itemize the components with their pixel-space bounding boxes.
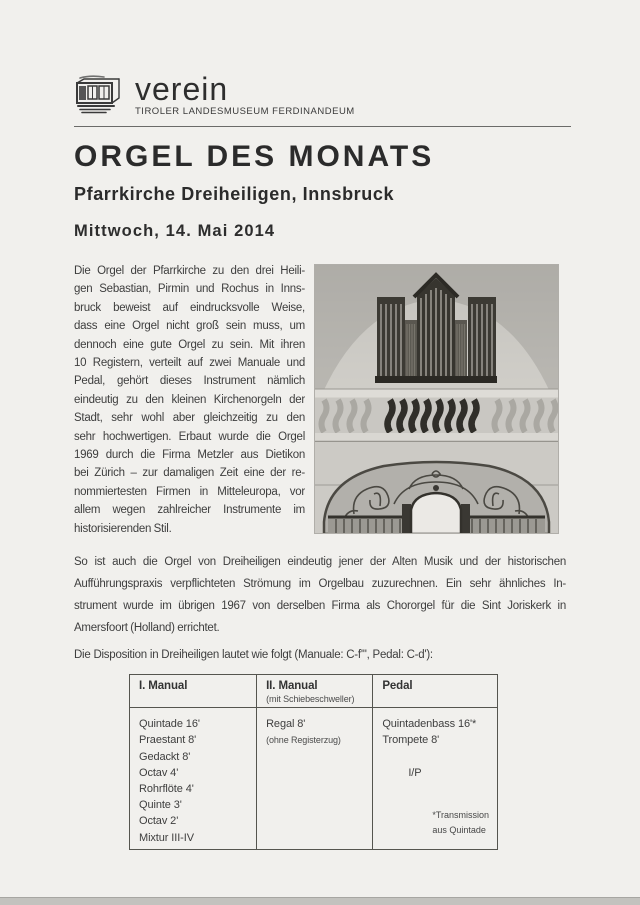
register-item: Gedackt 8': [139, 750, 191, 763]
register-item: Quintade 16': [139, 718, 200, 731]
paragraph-line: nommiertesten Firmen in Mitteleuropa, vor: [74, 485, 305, 498]
logo-block: [74, 71, 574, 117]
disposition-intro: Die Disposition in Dreiheiligen lautet wie folgt (Manuale: C-f''', Pedal: C-d'):: [74, 649, 433, 662]
paragraph-line: So ist auch die Orgel von Dreiheiligen eindeutig jener der Alten Musik und der historischen: [74, 556, 566, 569]
header-divider: [74, 126, 571, 127]
column-header-title: Pedal: [382, 680, 413, 693]
paragraph-line: historisierenden Stil.: [74, 522, 172, 535]
logo-subtitle: TIROLER LANDESMUSEUM FERDINANDEUM: [135, 106, 355, 117]
table-column-manual1: [130, 675, 256, 849]
register-item: I/P: [408, 766, 422, 779]
register-item: Mixtur III-IV: [139, 831, 194, 844]
paragraph-line: strument wurde im übrigen 1967 von derselben Firma als Chororgel für die Sint Joriskerk in: [74, 600, 566, 613]
table-footnote: [382, 808, 489, 838]
table-column-pedal: [373, 675, 497, 849]
register-item: Praestant 8': [139, 734, 197, 747]
event-date: Mittwoch, 14. Mai 2014: [74, 222, 276, 240]
column-header: [130, 675, 256, 708]
register-item: Regal 8': [266, 718, 306, 731]
register-item: (ohne Registerzug): [266, 735, 341, 746]
column-header: [373, 675, 497, 708]
paragraph-line: bei Zürich – zur damaligen Zeit eine der re-: [74, 467, 305, 480]
register-item: Rohrflöte 4': [139, 782, 194, 795]
paragraph-line: sehr hochwertigen. Erbaut wurde die Orgel: [74, 430, 305, 443]
pedal-items: [373, 708, 497, 849]
paragraph-line: Die Orgel der Pfarrkirche zu den drei Heili-: [74, 265, 305, 277]
footnote-line: *Transmission: [432, 810, 489, 821]
intro-section: [74, 262, 574, 538]
register-item: Quintadenbass 16'*: [382, 718, 477, 731]
register-item: Quinte 3': [139, 799, 182, 812]
register-item: Trompete 8': [382, 734, 440, 747]
page-subtitle: Pfarrkirche Dreiheiligen, Innsbruck: [74, 184, 395, 204]
register-item: Octav 4': [139, 766, 179, 779]
manual1-items: [130, 708, 256, 849]
paragraph-line: 10 Registern, verteilt auf zwei Manuale und: [74, 357, 305, 370]
paragraph-line: Stadt, sehr wohl aber gleichzeitig zu den: [74, 412, 305, 425]
disposition-table: [129, 674, 498, 850]
column-header-title: II. Manual: [266, 680, 318, 693]
page-title: ORGEL DES MONATS: [74, 140, 435, 173]
manual2-items: [257, 708, 372, 849]
museum-sketch-icon: [74, 74, 126, 116]
paragraph-line: allem wegen zahlreicher Instrumente im: [74, 504, 305, 517]
paragraph-line: eindeutig zu den kleinen Kirchenorgeln der: [74, 393, 305, 406]
paragraph-line: dennoch eine gute Orgel zu sein. Mit ihren: [74, 338, 305, 351]
logo-text: [135, 71, 355, 117]
masthead: [74, 71, 574, 127]
paragraph-line: gen Sebastian, Pirmin und Rochus in Inns-: [74, 283, 305, 296]
second-paragraph: [74, 551, 566, 639]
paragraph-line: dass eine Orgel nicht groß sein muss, um: [74, 320, 305, 333]
organ-gallery-photo: [314, 264, 559, 534]
paragraph-line: Aufführungspraxis verpflichteten Strömung im Orgelbau zuzurechnen. Ein sehr ähnliches In-: [74, 578, 566, 591]
paragraph-line: bruck beweist auf eindrucksvolle Weise,: [74, 301, 305, 314]
paragraph-line: Pedal, gehört dieses Instrument nämlich: [74, 375, 305, 388]
column-header: [257, 675, 372, 708]
register-item: Octav 2': [139, 815, 179, 828]
paragraph-line: Amersfoort (Holland) errichtet.: [74, 622, 220, 635]
intro-paragraph: [74, 262, 305, 538]
column-header-sub: (mit Schiebeschweller): [266, 694, 355, 705]
register-item: [382, 749, 489, 765]
column-header-title: I. Manual: [139, 680, 188, 693]
footnote-line: aus Quintade: [432, 825, 486, 836]
table-column-manual2: [256, 675, 373, 849]
paragraph-line: 1969 durch die Firma Metzler aus Dietikon: [74, 449, 305, 462]
logo-wordmark: verein: [135, 71, 229, 107]
scan-edge-artifact: [0, 897, 640, 905]
